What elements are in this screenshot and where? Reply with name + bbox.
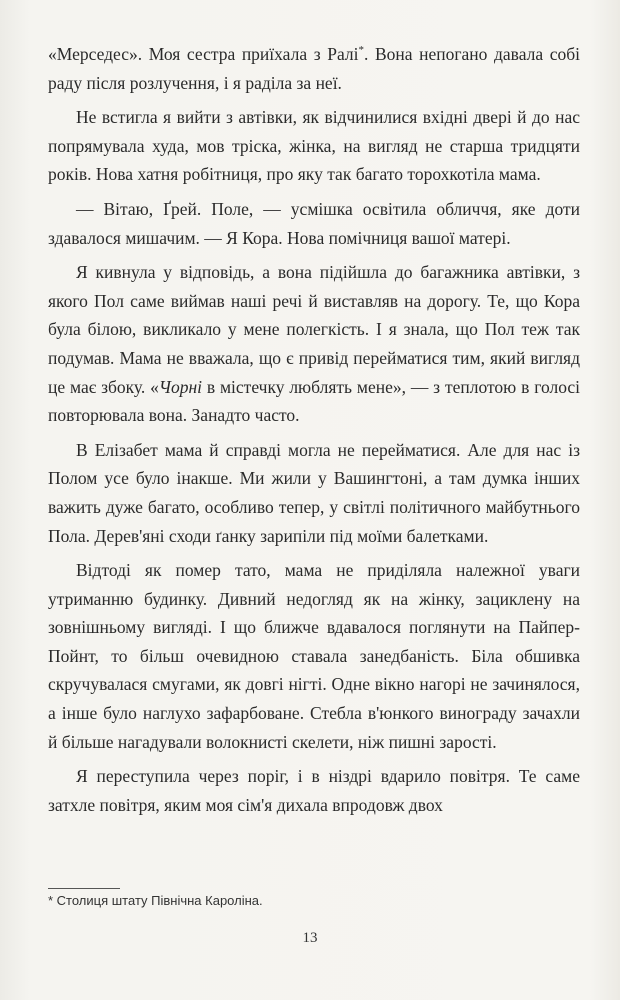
paragraph (48, 40, 580, 97)
text-run: В Елізабет мама й справді могла не перейматися. Але для нас із Полом усе було інакше. Ми жили у Вашингтоні, а там думка інших важить дуже багато, особливо тепер, у світлі політичного майбутнього Пола. Дерев'яні сходи ґанку зарипіли під моїми балетками. (48, 439, 580, 546)
text-run: Я переступила через поріг, і в ніздрі вдарило повітря. Те саме затхле повітря, яким моя сім'я дихала впродовж двох (48, 766, 580, 815)
footnote-rule (48, 888, 120, 889)
footnote: * Столиця штату Північна Кароліна. (48, 893, 263, 908)
text-run: Не встигла я вийти з автівки, як відчинилися вхідні двері й до нас попрямувала худа, мов тріска, жінка, на вигляд не старша тридцяти років. Нова хатня робітниця, про яку так багато торохкотіла мама. (48, 107, 580, 185)
text-run: . Вона непогано давала собі раду після розлучення, і я раділа за неї. (48, 44, 580, 93)
paragraph (48, 762, 580, 819)
footnote-marker: * (358, 44, 364, 57)
page-number: 13 (302, 930, 318, 946)
text-run: в містечку люблять мене», — з теплотою в голосі повторювала вона. Занадто часто. (48, 376, 581, 426)
paragraph (48, 436, 580, 550)
text-run: «Мерседес». Моя сестра приїхала з Ралі (48, 44, 359, 64)
text-run: Відтоді як помер тато, мама не приділяла належної уваги утриманню будинку. Дивний недогляд як на жінку, зациклену на зовнішньому вигляді. І що ближче вдавалося поглянути на Пайпер-Пойнт, то більш очевидною ставала занедбаність. Біла обшивка скручувалася смугами, як довгі нігті. Одне вікно нагорі не зачинялося, а інше було наглухо зафарбоване. Стебла в'юнкого винограду зачахли й більше нагадували волокнисті скелети, ніж пишні зарості. (48, 560, 580, 752)
paragraph (48, 556, 580, 756)
paragraph (48, 103, 580, 189)
paragraph (48, 258, 580, 430)
italic-text: Чорні (158, 376, 202, 397)
paragraph (48, 195, 580, 252)
text-run: — Вітаю, Ґрей. Поле, — усмішка освітила обличчя, яке доти здавалося мишачим. — Я Кора. Нова помічниця вашої матері. (48, 198, 580, 248)
body-text (48, 40, 580, 819)
text-run: Я кивнула у відповідь, а вона підійшла до багажника автівки, з якого Пол саме виймав наші речі й виставляв на дорогу. Те, що Кора була білою, викликало у мене полегкість. І я знала, що Пол теж так подумав. Мама не вважала, що є привід перейматися тим, який вигляд це має збоку. « (48, 262, 580, 397)
